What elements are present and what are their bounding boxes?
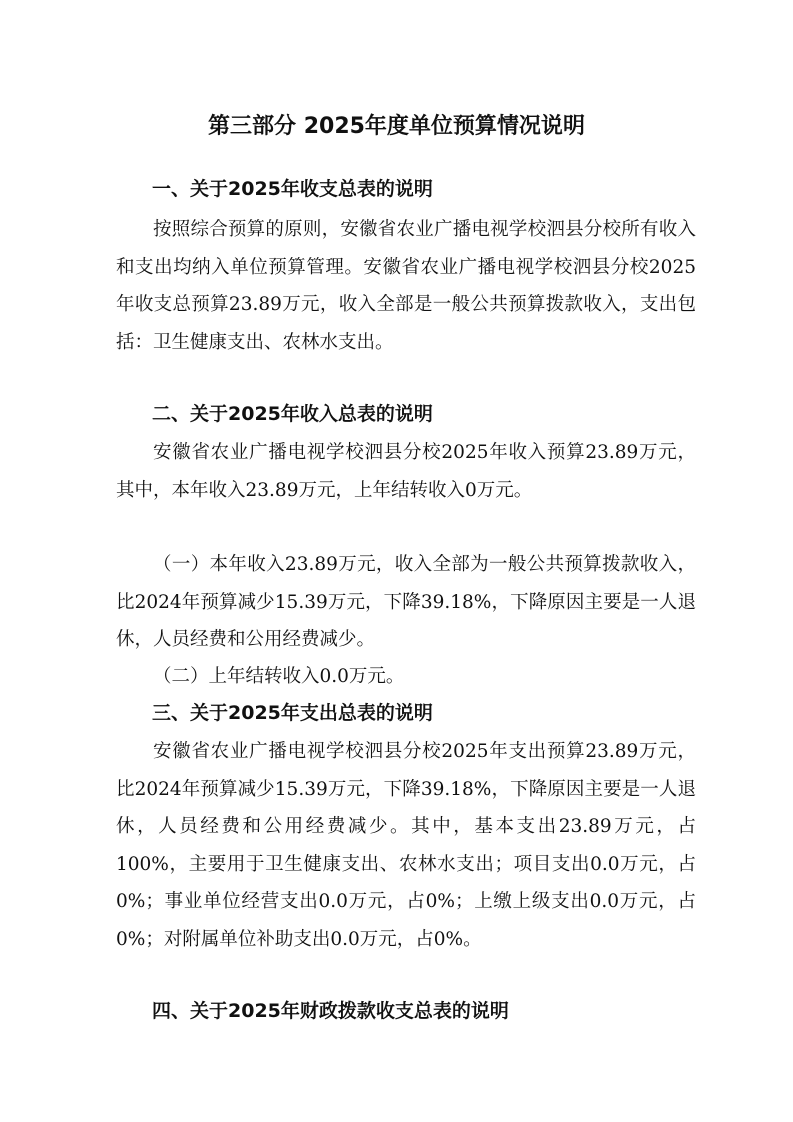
section-heading-3: 三、关于2025年支出总表的说明: [152, 702, 433, 724]
section-3-paragraph-1: 安徽省农业广播电视学校泗县分校2025年支出预算23.89万元，比2024年预算减少15.39万元，下降39.18%，下降原因主要是一人退休，人员经费和公用经费减少。其中，基本支出23.89万元，占100%，主要用于卫生健康支出、农林水支出；项目支出0.0万元，占0%；事业单位经营支出0.0万元，占0%；上缴上级支出0.0万元，占0%；对附属单位补助支出0.0万元，占0%。: [116, 741, 696, 950]
section-2-paragraph-1: 安徽省农业广播电视学校泗县分校2025年收入预算23.89万元，其中，本年收入23.89万元，上年结转收入0万元。: [116, 442, 696, 501]
page-title: 第三部分 2025年度单位预算情况说明: [208, 114, 585, 139]
section-1-paragraph-1: 按照综合预算的原则，安徽省农业广播电视学校泗县分校所有收入和支出均纳入单位预算管理。安徽省农业广播电视学校泗县分校2025年收支总预算23.89万元，收入全部是一般公共预算拨款收入，支出包括：卫生健康支出、农林水支出。: [116, 219, 696, 353]
section-heading-4: 四、关于2025年财政拨款收支总表的说明: [152, 1000, 509, 1022]
section-2-paragraph-3: （二）上年结转收入0.0万元。: [153, 666, 405, 687]
section-2-paragraph-2: （一）本年收入23.89万元，收入全部为一般公共预算拨款收入，比2024年预算减少15.39万元，下降39.18%，下降原因主要是一人退休，人员经费和公用经费减少。: [116, 554, 696, 650]
section-heading-1: 一、关于2025年收支总表的说明: [152, 178, 433, 200]
section-heading-2: 二、关于2025年收入总表的说明: [152, 403, 433, 425]
